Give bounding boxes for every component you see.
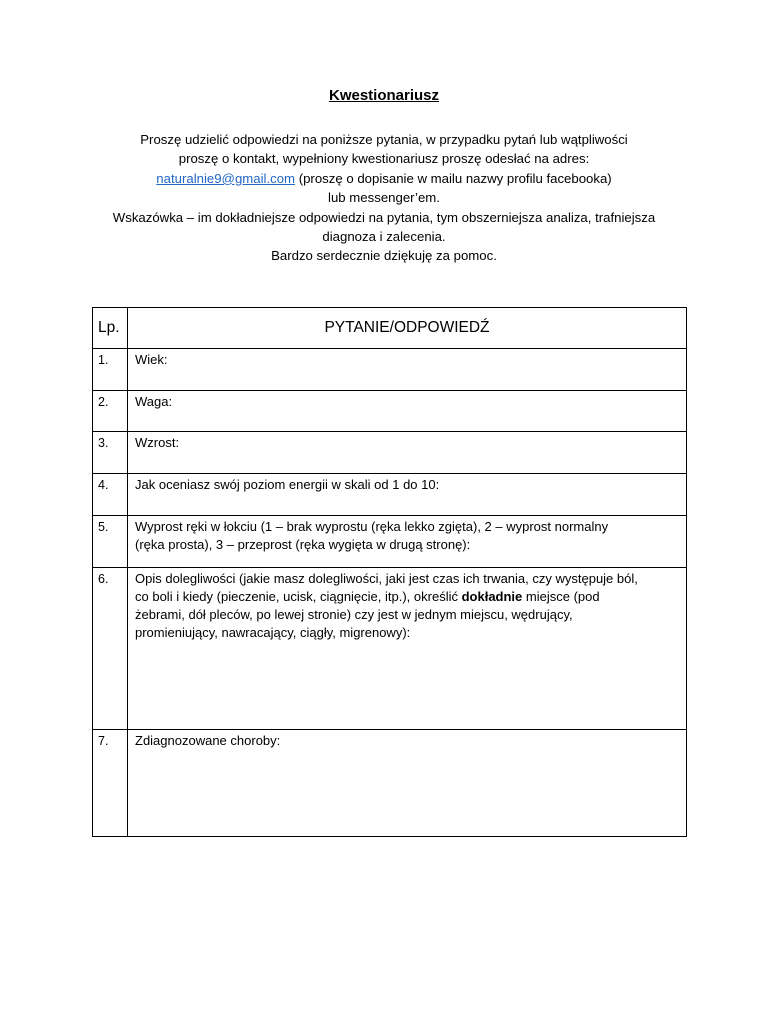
intro-line-6: diagnoza i zalecenia. [322, 229, 446, 245]
question-text: Wiek: [135, 352, 168, 367]
email-note: (proszę o dopisanie w mailu nazwy profilu facebooka) [295, 170, 612, 186]
question-cell-diagnosed-diseases[interactable] [128, 730, 687, 837]
question-text: Jak oceniasz swój poziom energii w skali od 1 do 10: [135, 477, 440, 492]
table-row [93, 474, 687, 516]
question-cell-energy[interactable] [128, 474, 687, 516]
intro-line-5: Wskazówka – im dokładniejsze odpowiedzi na pytania, tym obszerniejsza analiza, trafniejsza [112, 209, 656, 225]
question-text: Wzrost: [135, 435, 180, 450]
intro-text [60, 130, 708, 266]
row-number: 5. [93, 516, 128, 568]
question-cell-elbow[interactable] [128, 516, 687, 568]
intro-line-7: Bardzo serdecznie dziękuję za pomoc. [271, 248, 497, 264]
question-cell-symptoms[interactable] [128, 568, 687, 730]
intro-line-1: Proszę udzielić odpowiedzi na poniższe pytania, w przypadku pytań lub wątpliwości [140, 132, 628, 147]
question-text: Waga: [135, 394, 173, 409]
row-number: 2. [93, 391, 128, 432]
page-title: Kwestionariusz [328, 87, 440, 104]
table-row [93, 568, 687, 730]
email-link[interactable]: naturalnie9@gmail.com [156, 170, 296, 186]
table-row [93, 516, 687, 568]
row-number: 6. [93, 568, 128, 730]
question-cell-height[interactable] [128, 432, 687, 474]
header-question: PYTANIE/ODPOWIEDŹ [128, 308, 687, 349]
row-number: 4. [93, 474, 128, 516]
emphasis-text: dokładnie [461, 589, 523, 604]
question-cell-age[interactable] [128, 349, 687, 391]
row-number: 3. [93, 432, 128, 474]
question-text: Opis dolegliwości (jakie masz dolegliwości, jaki jest czas ich trwania, czy występuje ból, co boli i kiedy (pieczenie, ucisk, ciągnięcie, itp.), określić dokładnie miejsce (pod żebrami, dół pleców, po lewej stronie) czy jest w jednym miejscu, wędrujący, promieniujący, nawracający, ciągły, migrenowy): [135, 571, 638, 640]
table-row [93, 349, 687, 391]
question-text: Wyprost ręki w łokciu (1 – brak wyprostu (ręka lekko zgięta), 2 – wyprost normalny (ręka prosta), 3 – przeprost (ręka wygięta w drugą stronę): [135, 519, 609, 552]
table-header-row [93, 308, 687, 349]
row-number: 7. [93, 730, 128, 837]
header-number: Lp. [93, 308, 128, 349]
intro-line-4: lub messenger’em. [328, 190, 440, 206]
table-row [93, 391, 687, 432]
row-number: 1. [93, 349, 128, 391]
intro-line-2: proszę o kontakt, wypełniony kwestionariusz proszę odesłać na adres: [178, 151, 590, 167]
table-row [93, 730, 687, 837]
question-cell-weight[interactable] [128, 391, 687, 432]
table-row [93, 432, 687, 474]
questionnaire-table [92, 307, 687, 837]
intro-line-3 [60, 169, 708, 188]
question-text: Zdiagnozowane choroby: [135, 733, 281, 748]
